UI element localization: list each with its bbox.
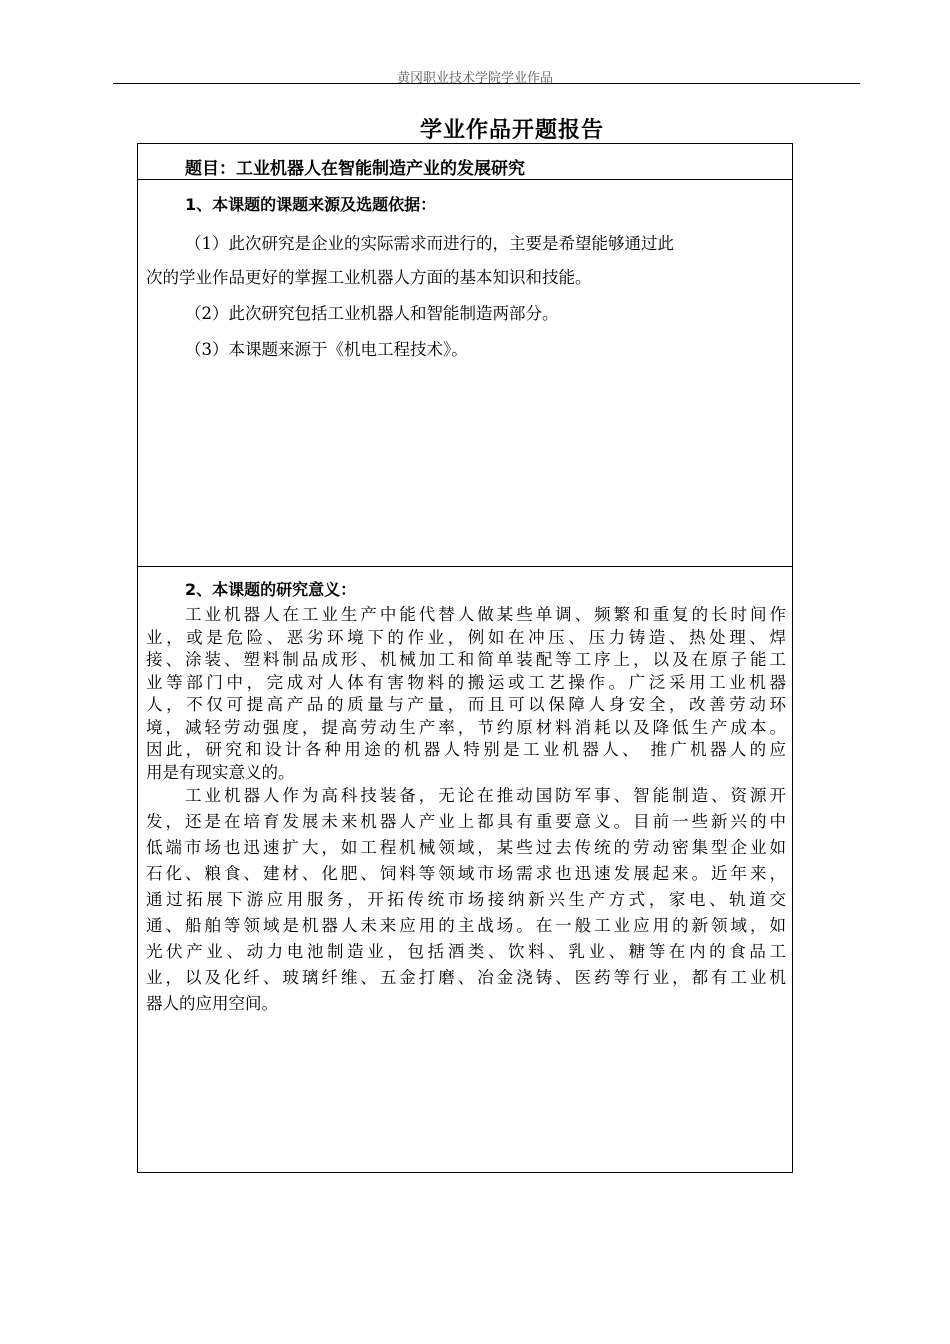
text-line: 工业机器人作为高科技装备，无论在推动国防军事、智能制造、资源开 (185, 786, 786, 805)
text-line: 光伏产业、动力电池制造业，包括酒类、饮料、乳业、糖等在内的食品工 (146, 942, 786, 961)
section1-paragraph3: （3）本课题来源于《机电工程技术》。 (185, 340, 468, 359)
page-header-text: 黄冈职业技术学院学业作品 (396, 71, 553, 86)
text-line: 业，或是危险、恶劣环境下的作业，例如在冲压、压力铸造、热处理、焊 (146, 627, 786, 647)
text-line: 工业机器人在工业生产中能代替人做某些单调、频繁和重复的长时间作 (185, 605, 786, 624)
document-title: 学业作品开题报告 (419, 118, 604, 143)
text-line: 人，不仅可提高产品的质量与产量，而且可以保障人身安全，改善劳动环 (146, 695, 786, 714)
topic-row (138, 144, 792, 180)
text-line: 石化、粮食、建材、化肥、饲料等领域市场需求也迅速发展起来。近年来， (146, 864, 786, 883)
text-line: 低端市场也迅速扩大，如工程机械领域，某些过去传统的劳动密集型企业如 (146, 838, 786, 857)
text-line: 次的学业作品更好的掌握工业机器人方面的基本知识和技能。 (146, 268, 592, 287)
text-line: 发，还是在培育发展未来机器人产业上都具有重要意义。目前一些新兴的中 (146, 812, 786, 831)
text-line: 用是有现实意义的。 (146, 762, 295, 782)
text-line: 通、船舶等领域是机器人未来应用的主战场。在一般工业应用的新领域，如 (146, 916, 786, 935)
section2-paragraph2 (146, 783, 786, 1017)
text-line: 境，减轻劳动强度，提高劳动生产率，节约原材料消耗以及降低生产成本。 (146, 717, 786, 737)
text-line: 器人的应用空间。 (146, 994, 278, 1013)
text-line: 业等部门中，完成对人体有害物料的搬运或工艺操作。广泛采用工业机器 (146, 672, 786, 692)
section2-heading: 2、本课题的研究意义： (185, 580, 357, 599)
section2-paragraph1 (146, 604, 786, 784)
section1-paragraph2: （2）此次研究包括工业机器人和智能制造两部分。 (185, 304, 559, 323)
section1-paragraph1 (146, 227, 786, 295)
text-line: 因此，研究和设计各种用途的机器人特别是工业机器人、 推广机器人的应 (146, 740, 786, 759)
section-source-basis (138, 180, 792, 567)
section1-heading: 1、本课题的课题来源及选题依据： (185, 195, 437, 214)
text-line: 接、涂装、塑料制品成形、机械加工和简单装配等工序上，以及在原子能工 (146, 650, 786, 669)
header-divider (113, 83, 860, 84)
text-line: 业，以及化纤、玻璃纤维、五金打磨、冶金浇铸、医药等行业，都有工业机 (146, 968, 786, 987)
text-line: 通过拓展下游应用服务，开拓传统市场接纳新兴生产方式，家电、轨道交 (146, 890, 786, 909)
report-table (137, 143, 793, 1173)
text-line: （1）此次研究是企业的实际需求而进行的，主要是希望能够通过此 (185, 234, 674, 253)
section-research-significance (138, 567, 792, 1172)
topic-title: 题目：工业机器人在智能制造产业的发展研究 (185, 159, 525, 179)
